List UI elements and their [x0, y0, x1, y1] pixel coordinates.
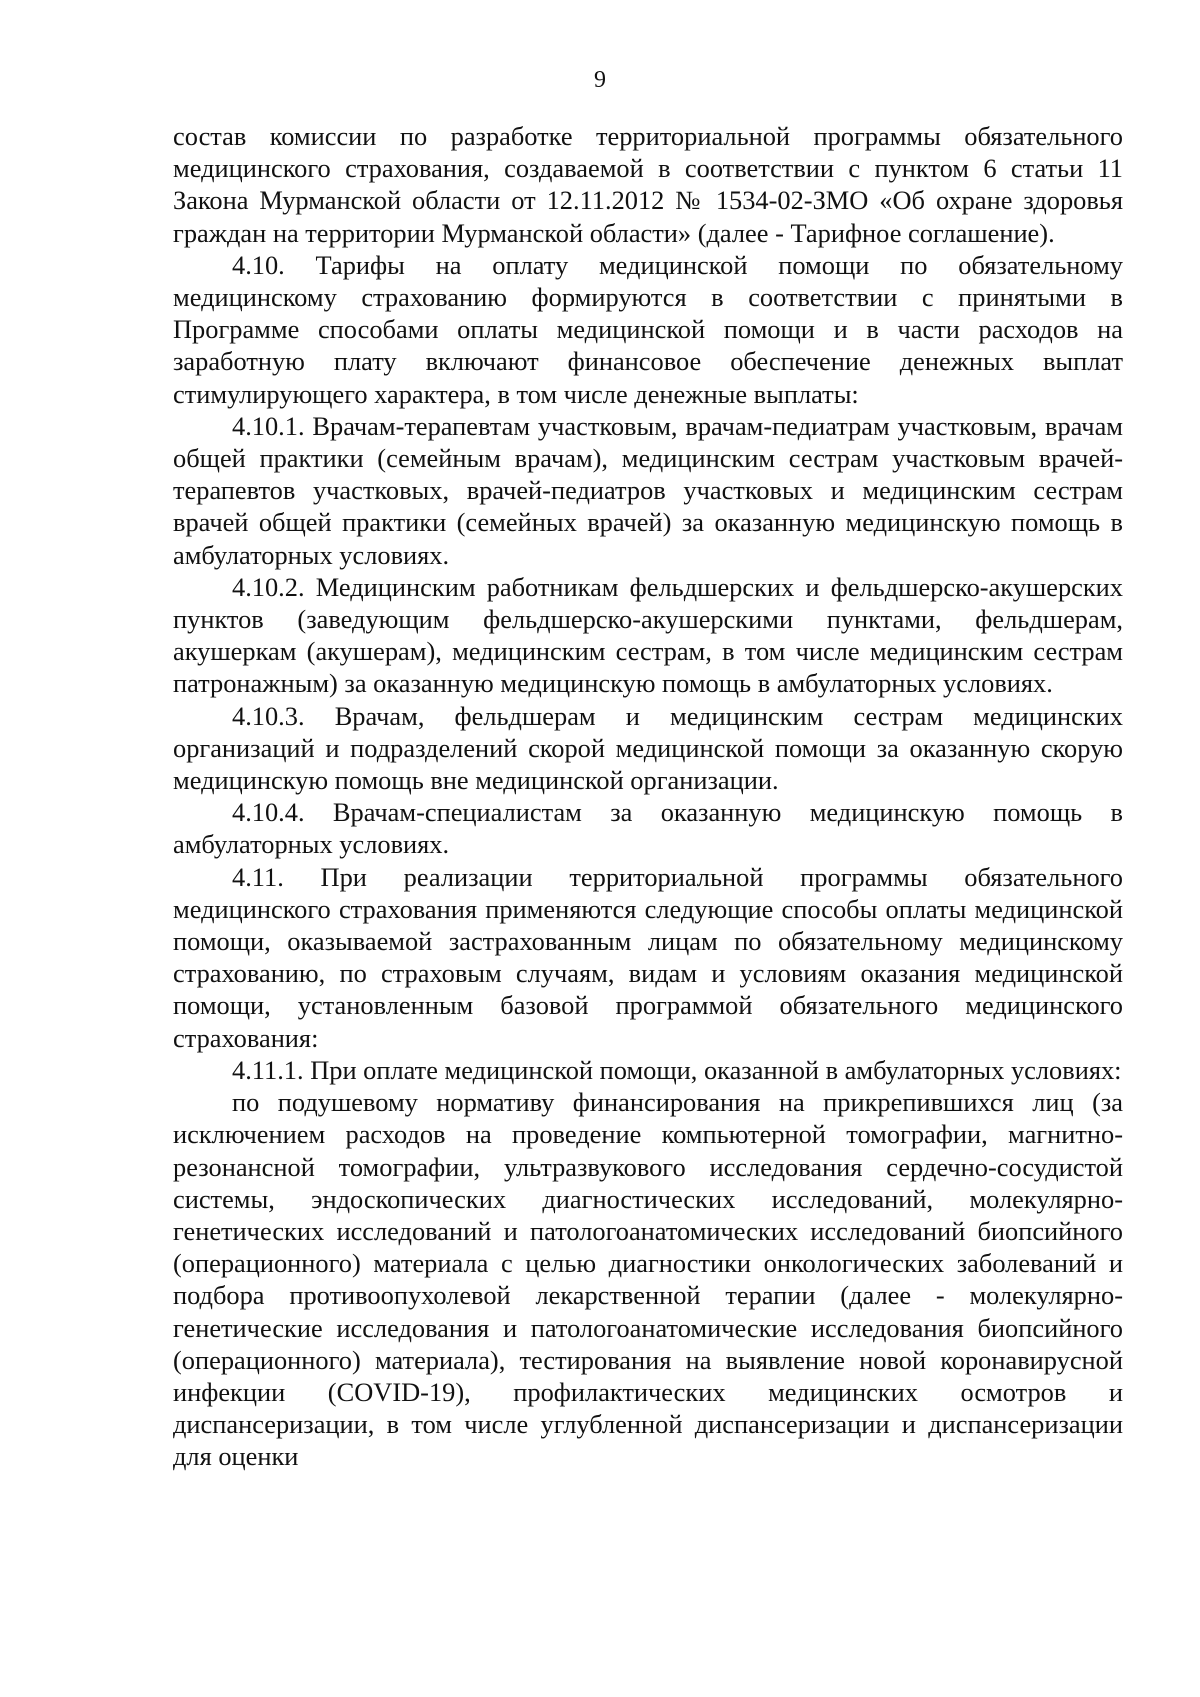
paragraph-4-10-4: 4.10.4. Врачам-специалистам за оказанную медицинскую помощь в амбулаторных условиях.: [173, 797, 1123, 860]
paragraph-4-10: 4.10. Тарифы на оплату медицинской помощи по обязательному медицинскому страхованию формируются в соответствии с принятыми в Программе способами оплаты медицинской помощи и в части расходов на заработную плату включают финансовое обеспечение денежных выплат стимулирующего характера, в том числе денежные выплаты:: [173, 249, 1123, 409]
paragraph-4-10-1: 4.10.1. Врачам-терапевтам участковым, врачам-педиатрам участковым, врачам общей практики (семейным врачам), медицинским сестрам участковым врачей-терапевтов участковых, врачей-педиатров участковых и медицинским сестрам врачей общей практики (семейных врачей) за оказанную медицинскую помощь в амбулаторных условиях.: [173, 410, 1123, 570]
paragraph-capitation-payment: по подушевому нормативу финансирования на прикрепившихся лиц (за исключением расходов на проведение компьютерной томографии, магнитно-резонансной томографии, ультразвукового исследования сердечно-сосудистой системы, эндоскопических диагностических исследований, молекулярно-генетических исследований и патологоанатомических исследований биопсийного (операционного) материала с целью диагностики онкологических заболеваний и подбора противоопухолевой лекарственной терапии (далее - молекулярно-генетические исследования и патологоанатомические исследования биопсийного (операционного) материала), тестирования на выявление новой коронавирусной инфекции (COVID-19), профилактических медицинских осмотров и диспансеризации, в том числе углубленной диспансеризации и диспансеризации для оценки: [173, 1087, 1123, 1472]
paragraph-commission-continuation: состав комиссии по разработке территориальной программы обязательного медицинского страхования, создаваемой в соответствии с пунктом 6 статьи 11 Закона Мурманской области от 12.11.2012 № 1534-02-ЗМО «Об охране здоровья граждан на территории Мурманской области» (далее - Тарифное соглашение).: [173, 121, 1123, 248]
document-body: [173, 120, 1123, 1473]
page-number: 9: [594, 67, 606, 93]
paragraph-4-11-1: 4.11.1. При оплате медицинской помощи, оказанной в амбулаторных условиях:: [232, 1054, 1122, 1085]
paragraph-4-10-2: 4.10.2. Медицинским работникам фельдшерских и фельдшерско-акушерских пунктов (заведующим фельдшерско-акушерскими пунктами, фельдшерам, акушеркам (акушерам), медицинским сестрам, в том числе медицинским сестрам патронажным) за оказанную медицинскую помощь в амбулаторных условиях.: [173, 571, 1123, 699]
paragraph-4-10-3: 4.10.3. Врачам, фельдшерам и медицинским сестрам медицинских организаций и подразделений скорой медицинской помощи за оказанную скорую медицинскую помощь вне медицинской организации.: [173, 700, 1123, 796]
paragraph-4-11: 4.11. При реализации территориальной программы обязательного медицинского страхования применяются следующие способы оплаты медицинской помощи, оказываемой застрахованным лицам по обязательному медицинскому страхованию, по страховым случаям, видам и условиям оказания медицинской помощи, установленным базовой программой обязательного медицинского страхования:: [173, 861, 1123, 1053]
